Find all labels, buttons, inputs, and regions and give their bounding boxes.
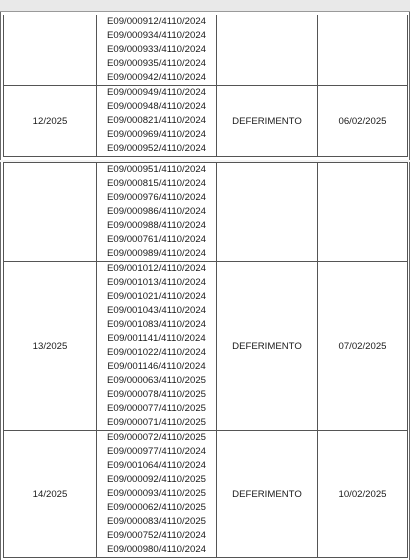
page-left-edge (0, 12, 1, 560)
process-code: E09/000092/4110/2025 (106, 474, 207, 485)
process-code: E09/000821/4110/2024 (106, 115, 207, 126)
process-code: E09/000933/4110/2024 (106, 44, 207, 55)
status-cell (217, 15, 318, 86)
process-code: E09/001083/4110/2024 (106, 319, 207, 330)
process-code: E09/000952/4110/2024 (106, 143, 207, 154)
process-codes-cell (97, 86, 217, 157)
process-code: E09/000815/4110/2024 (106, 178, 207, 189)
date-cell: 10/02/2025 (318, 431, 408, 558)
process-code: E09/001146/4110/2024 (107, 361, 206, 372)
process-codes-cell (97, 262, 217, 431)
process-code: E09/000989/4110/2024 (106, 248, 207, 259)
process-code: E09/000071/4110/2025 (106, 417, 207, 428)
process-code: E09/001022/4110/2024 (106, 347, 207, 358)
process-code: E09/000078/4110/2025 (106, 389, 207, 400)
process-code: E09/000093/4110/2025 (106, 488, 207, 499)
viewer-top-bar (0, 0, 410, 12)
status-cell: DEFERIMENTO (217, 431, 318, 558)
decision-number-cell (4, 163, 97, 262)
process-code: E09/000083/4110/2025 (106, 516, 207, 527)
status-cell: DEFERIMENTO (217, 262, 318, 431)
decision-number-cell (4, 15, 97, 86)
table-row (4, 86, 408, 157)
process-code: E09/000062/4110/2025 (106, 502, 207, 513)
date-cell: 07/02/2025 (318, 262, 408, 431)
table-row (4, 163, 408, 262)
date-cell: 06/02/2025 (318, 86, 408, 157)
process-code: E09/000977/4110/2024 (106, 446, 207, 457)
decision-number-cell: 13/2025 (4, 262, 97, 431)
status-cell (217, 163, 318, 262)
decision-number-cell: 12/2025 (4, 86, 97, 157)
table-page-2 (3, 162, 403, 558)
decision-number-cell: 14/2025 (4, 431, 97, 558)
results-table-page-2 (3, 162, 408, 558)
process-code: E09/000077/4110/2025 (106, 403, 207, 414)
process-codes-cell (97, 15, 217, 86)
process-code: E09/001013/4110/2024 (106, 277, 207, 288)
date-cell (318, 15, 408, 86)
table-row (4, 262, 408, 431)
process-code: E09/000752/4110/2024 (106, 530, 207, 541)
results-table-page-1 (3, 15, 408, 157)
process-code: E09/000912/4110/2024 (106, 16, 207, 27)
process-code: E09/000063/4110/2025 (106, 375, 207, 386)
process-code: E09/000942/4110/2024 (106, 72, 207, 83)
process-code: E09/000969/4110/2024 (106, 129, 207, 140)
process-code: E09/000949/4110/2024 (106, 87, 207, 98)
process-code: E09/000986/4110/2024 (106, 206, 207, 217)
process-code: E09/001141/4110/2024 (107, 333, 206, 344)
status-cell: DEFERIMENTO (217, 86, 318, 157)
process-code: E09/000948/4110/2024 (106, 101, 207, 112)
table-row (4, 431, 408, 558)
process-code: E09/000951/4110/2024 (106, 164, 207, 175)
process-code: E09/000072/4110/2025 (106, 432, 207, 443)
process-code: E09/000976/4110/2024 (106, 192, 207, 203)
process-code: E09/000934/4110/2024 (106, 30, 207, 41)
process-code: E09/001012/4110/2024 (106, 263, 207, 274)
date-cell (318, 163, 408, 262)
table-page-1 (3, 15, 403, 157)
process-code: E09/000935/4110/2024 (106, 58, 207, 69)
process-code: E09/001064/4110/2024 (106, 460, 207, 471)
process-code: E09/000988/4110/2024 (106, 220, 207, 231)
process-code: E09/001021/4110/2024 (106, 291, 207, 302)
process-codes-cell (97, 431, 217, 558)
process-code: E09/001043/4110/2024 (106, 305, 207, 316)
process-code: E09/000761/4110/2024 (106, 234, 207, 245)
process-code: E09/000980/4110/2024 (106, 544, 207, 555)
table-row (4, 15, 408, 86)
process-codes-cell (97, 163, 217, 262)
